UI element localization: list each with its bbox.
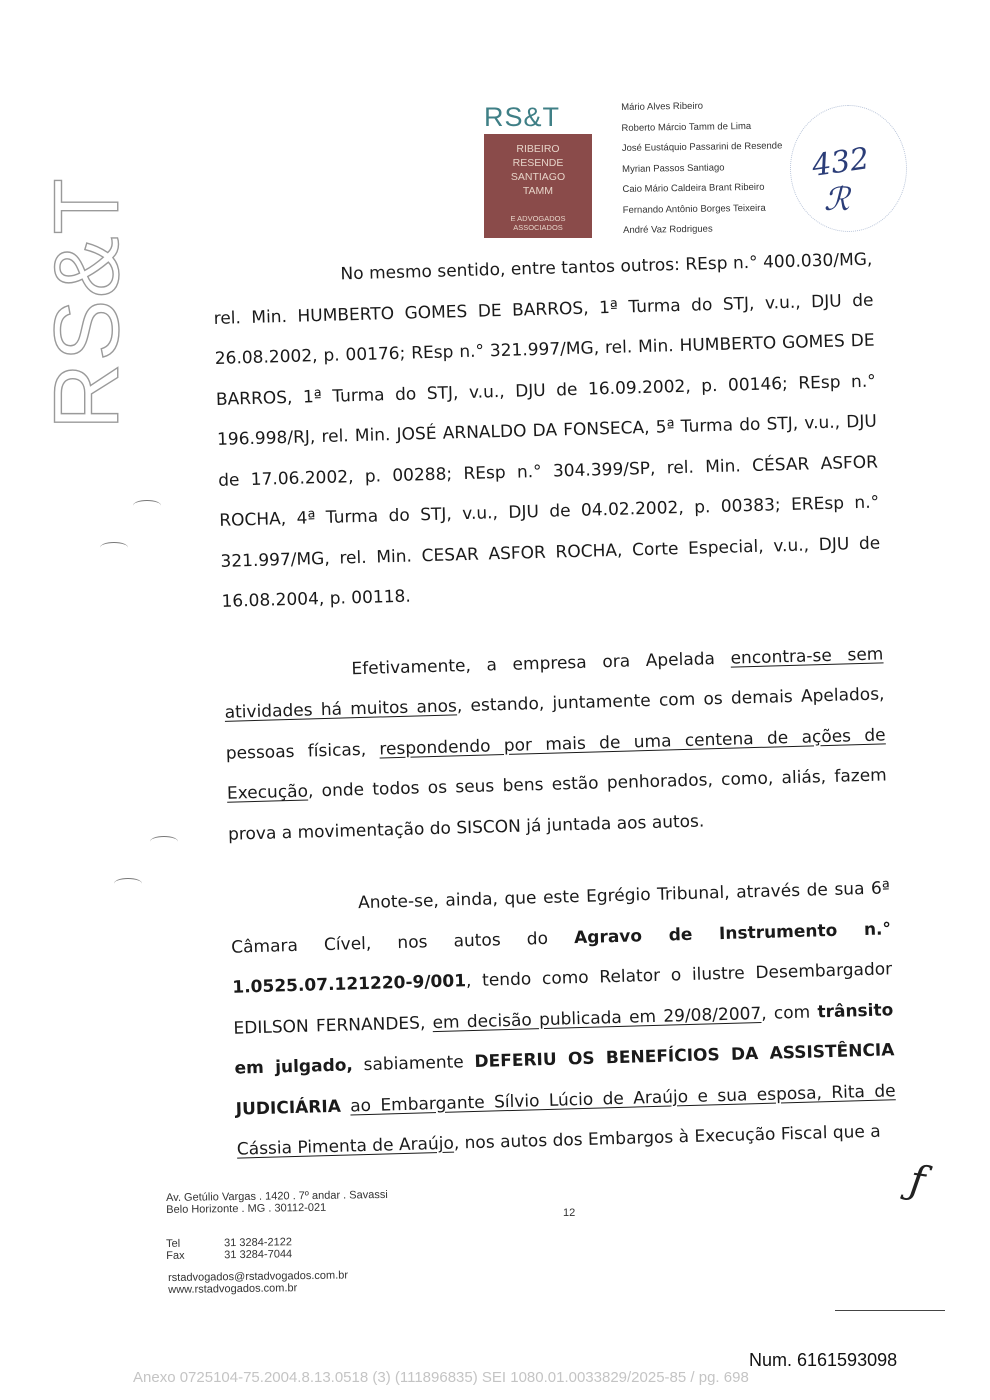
logo-subtitle [484, 214, 592, 232]
paragraph-company-status [223, 634, 888, 855]
logo-subtitle-line: E ADVOGADOS [510, 214, 566, 223]
paragraph-citations: No mesmo sentido, entre tantos outros: REsp n.° 400.030/MG, rel. Min. HUMBERTO GOMES DE BARROS, 1ª Turma do STJ, v.u., DJU de 26.08.2002, p. 00176; REsp n.° 321.997/MG, rel. Min. HUMBERTO GOMES DE BARROS, 1ª Turma do STJ, v.u., DJU de 16.09.2002, p. 00146; REsp n.° 196.998/RJ, rel. Min. JOSÉ ARNALDO DA FONSECA, 5ª Turma do STJ, v.u., DJU de 17.06.2002, p. 00288; REsp n.° 304.399/SP, rel. Min. CÉSAR ASFOR ROCHA, 4ª Turma do STJ, v.u., DJU de 04.02.2002, p. 00383; EREsp n.° 321.997/MG, rel. Min. CESAR ASFOR ROCHA, Corte Especial, v.u., DJU de 16.08.2004, p. 00118. [213, 249, 881, 612]
footer-phones [166, 1236, 292, 1262]
partners-list [621, 95, 784, 241]
text-run: Anote-se, ainda, que este Egrégio Tribunal, através de sua 6ª Câmara Cível, nos autos do [230, 878, 891, 958]
punch-hole-mark [133, 500, 161, 511]
bold-text: trânsito em julgado, [234, 999, 894, 1079]
handwritten-initials: ƒ [906, 1157, 928, 1205]
text-run: , nos autos dos Embargos à Execução Fiscal que a [453, 1121, 881, 1154]
text-run: sabiamente [352, 1051, 475, 1076]
text-run: Efetivamente, a empresa ora Apelada [351, 648, 731, 679]
page-number: 12 [563, 1207, 576, 1219]
logo-title: RS&T [484, 102, 561, 132]
tel-number: 31 3284-2122 [223, 1236, 293, 1250]
logo-box [484, 134, 592, 238]
partner-name: Myrian Passos Santiago [622, 161, 725, 175]
document-number: Num. 6161593098 [749, 1350, 898, 1370]
document-body [212, 240, 897, 1171]
punch-hole-mark [100, 542, 128, 553]
logo-subtitle-line: ASSOCIADOS [513, 223, 563, 232]
handwritten-rubric: ℛ [824, 180, 850, 218]
fax-label: Fax [166, 1249, 185, 1262]
text-run [341, 1096, 351, 1116]
punch-hole-mark [114, 878, 142, 889]
partner-name: Mário Alves Ribeiro [621, 100, 704, 113]
footer-rule [835, 1310, 945, 1311]
handwritten-page-number: 432 [809, 141, 872, 184]
tel-label: Tel [166, 1237, 181, 1250]
partner-name: Roberto Márcio Tamm de Lima [621, 120, 752, 134]
partner-name: José Eustáquio Passarini de Resende [621, 140, 783, 154]
firm-logo [484, 102, 596, 238]
fax-line [166, 1248, 292, 1262]
email-text: rstadvogados@rstadvogados.com.br [168, 1269, 349, 1284]
footer-address [166, 1189, 388, 1216]
partner-name: Fernando Antônio Borges Teixeira [622, 202, 766, 216]
partner-name: André Vaz Rodrigues [622, 223, 713, 236]
punch-hole-mark [150, 836, 178, 847]
paragraph-tribunal-decision [230, 868, 898, 1170]
logo-line: SANTIAGO [510, 171, 566, 183]
logo-line: TAMM [522, 185, 554, 197]
logo-line: RESENDE [512, 157, 564, 169]
text-run: , onde todos os seus bens estão penhorados, como, aliás, fazem prova a movimentação do SISCON já juntada aos autos. [227, 765, 887, 845]
underlined-text: ao Embargante Sílvio Lúcio de Araújo e sua esposa, Rita de Cássia Pimenta de Araújo [236, 1080, 896, 1160]
address-line: Av. Getúlio Vargas . 1420 . 7º andar . Savassi [166, 1188, 388, 1204]
address-line: Belo Horizonte . MG . 30112-021 [166, 1201, 327, 1216]
partner-name: Caio Mário Caldeira Brant Ribeiro [622, 181, 765, 195]
text-run: , com [760, 1001, 818, 1024]
underlined-text: em decisão publicada em 29/08/2007 [432, 1003, 762, 1033]
underlined-text: respondendo por mais de uma centena de ações de Execução [226, 724, 886, 804]
side-watermark-logo: RS&T [36, 176, 138, 430]
bold-text: DEFERIU OS BENEFÍCIOS DA ASSISTÊNCIA JUDICIÁRIA [235, 1040, 895, 1120]
annex-watermark: Anexo 0725104-75.2004.8.13.0518 (3) (111896835) SEI 1080.01.0033829/2025-85 / pg. 698 [133, 1369, 749, 1386]
bold-text: Agravo de Instrumento n.° 1.0525.07.121220-9/001 [232, 918, 892, 998]
text-run: , tendo como Relator o ilustre Desembargador EDILSON FERNANDES, [233, 959, 893, 1039]
underlined-text: encontra-se sem atividades há muitos anos [224, 643, 884, 723]
footer-contact [168, 1269, 348, 1296]
text-run: , estando, juntamente com os demais Apelados, pessoas físicas, [225, 684, 885, 764]
website-text: www.rstadvogados.com.br [168, 1282, 298, 1296]
logo-line: RIBEIRO [516, 143, 560, 155]
fax-number: 31 3284-7044 [224, 1248, 293, 1262]
